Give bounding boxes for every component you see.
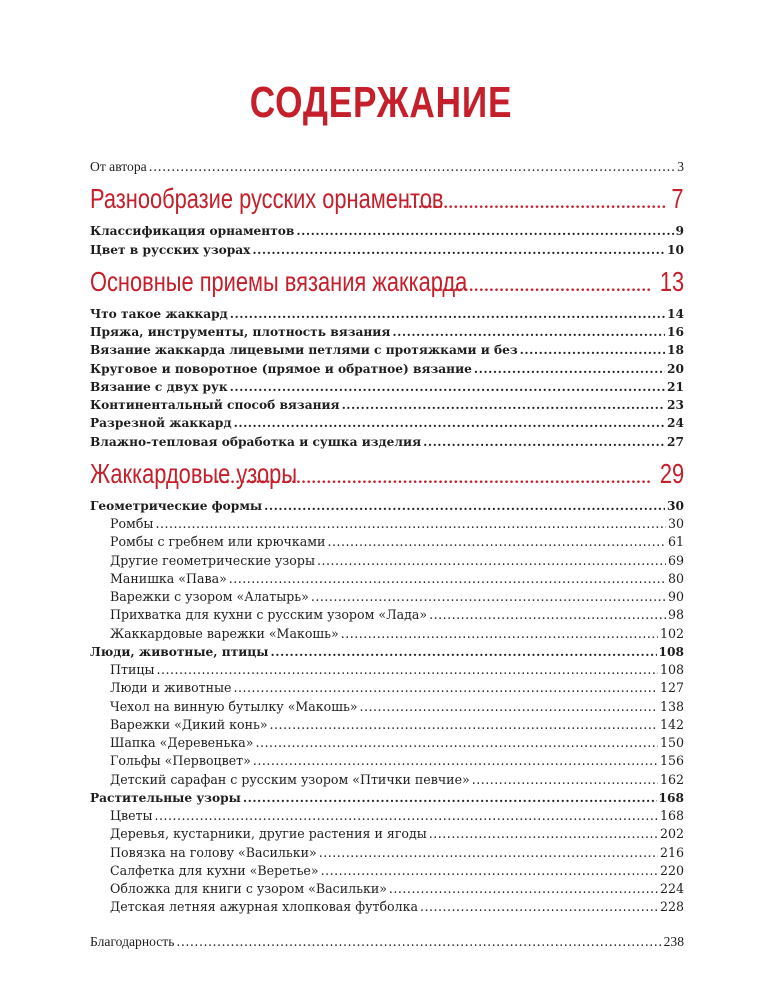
toc-entry-label: Детская летняя ажурная хлопковая футболка: [110, 899, 419, 915]
toc-item[interactable]: [90, 625, 684, 643]
toc-page-number: 224: [659, 881, 684, 896]
toc-entry-label: Растительные узоры: [90, 790, 241, 805]
toc-entry-label: Повязка на голову «Васильки»: [110, 844, 317, 860]
toc-item[interactable]: [90, 552, 684, 570]
toc-entry-acknowledgements[interactable]: [90, 933, 684, 951]
toc-entry-label: Деревья, кустарники, другие растения и ягоды: [110, 826, 427, 842]
toc-section[interactable]: [90, 360, 684, 378]
chapter-page-number: 29: [659, 457, 684, 489]
dot-leader: [253, 752, 658, 770]
dot-leader: [155, 807, 658, 825]
toc-page-number: 138: [659, 698, 684, 714]
page-title: СОДЕРЖАНИЕ: [249, 78, 513, 127]
toc-entry-label: Чехол на винную бутылку «Макошь»: [110, 698, 358, 714]
toc-page-number: 18: [667, 343, 684, 358]
chapter-heading[interactable]: [90, 451, 684, 497]
chapter-heading[interactable]: [90, 259, 684, 305]
dot-leader: [230, 378, 665, 396]
toc-entry-label: Люди, животные, птицы: [90, 644, 269, 659]
toc-page-number: 90: [667, 589, 684, 604]
toc-page-number: 220: [659, 862, 684, 878]
toc-page-number: 30: [667, 516, 684, 531]
toc-section[interactable]: [90, 378, 684, 396]
dot-leader: [319, 844, 658, 862]
toc-entry-label: Гольфы «Первоцвет»: [110, 753, 251, 769]
toc-entry-author[interactable]: [90, 158, 684, 176]
toc-entry-label: Варежки «Дикий конь»: [110, 716, 268, 732]
toc-item[interactable]: [90, 844, 684, 862]
dot-leader: [392, 323, 665, 341]
toc-entry-label: Другие геометрические узоры: [110, 552, 315, 568]
dot-leader: [270, 716, 658, 734]
toc-entry-label: Цвет в русских узорах: [90, 242, 251, 257]
toc-group[interactable]: [90, 789, 684, 807]
toc-page-number: 24: [667, 416, 684, 431]
toc-entry-label: Геометрические формы: [90, 498, 263, 513]
dot-leader: [423, 433, 665, 451]
toc-page-number: 10: [667, 242, 684, 257]
toc-entry-label: Птицы: [110, 662, 155, 677]
toc-page-number: 168: [658, 790, 684, 805]
toc-item[interactable]: [90, 570, 684, 588]
toc-page-number: 216: [659, 844, 684, 860]
dot-leader: [342, 396, 665, 414]
toc-entry-label: Влажно-тепловая обработка и сушка изделия: [90, 434, 422, 449]
toc-page-number: 9: [675, 224, 684, 239]
dot-leader: [389, 880, 658, 898]
dot-leader: [420, 898, 658, 916]
toc-page-number: 162: [659, 771, 684, 787]
toc-section[interactable]: [90, 341, 684, 359]
toc-page-number: 69: [667, 552, 684, 568]
toc-entry-label: Вязание с двух рук: [90, 379, 228, 394]
toc-section[interactable]: [90, 222, 684, 240]
toc-group[interactable]: [90, 497, 684, 515]
toc-entry-label: Ромбы с гребнем или крючками: [110, 534, 326, 550]
toc-page-number: 16: [667, 325, 684, 339]
toc-entry-label: От автора: [90, 159, 147, 174]
toc-entry-label: Жаккардовые варежки «Макошь»: [110, 625, 339, 641]
toc-entry-label: Ромбы: [110, 516, 154, 531]
toc-entry-label: Континентальный способ вязания: [90, 398, 340, 412]
toc-item[interactable]: [90, 898, 684, 916]
dot-leader: [520, 341, 665, 359]
dot-leader: [296, 222, 673, 240]
dot-leader: [229, 570, 666, 588]
toc-section[interactable]: [90, 414, 684, 432]
toc-item[interactable]: [90, 880, 684, 898]
dot-leader: [264, 497, 665, 515]
table-of-contents: [90, 158, 684, 951]
dot-leader: [255, 734, 658, 752]
dot-leader: [321, 862, 658, 880]
toc-page-number: 168: [659, 808, 684, 823]
toc-item[interactable]: [90, 533, 684, 551]
toc-entry-label: Пряжа, инструменты, плотность вязания: [90, 325, 391, 339]
toc-page-number: 127: [659, 680, 684, 696]
toc-item[interactable]: [90, 661, 684, 679]
toc-item[interactable]: [90, 606, 684, 624]
toc-entry-label: Классификация орнаментов: [90, 224, 295, 239]
dot-leader: [230, 305, 665, 323]
toc-entry-label: Вязание жаккарда лицевыми петлями с протяжками и без: [90, 343, 518, 358]
toc-entry-label: Обложка для книги с узором «Васильки»: [110, 881, 387, 896]
toc-section[interactable]: [90, 433, 684, 451]
toc-page-number: 202: [659, 826, 684, 842]
toc-item[interactable]: [90, 698, 684, 716]
toc-page-number: 30: [667, 498, 684, 513]
dot-leader: [234, 679, 658, 697]
toc-page-number: 80: [667, 570, 684, 586]
toc-entry-label: Салфетка для кухни «Веретье»: [110, 862, 319, 878]
dot-leader: [341, 625, 658, 643]
toc-page-number: 102: [659, 625, 684, 641]
toc-page-number: 23: [667, 398, 684, 412]
dot-leader: [234, 414, 665, 432]
dot-leader: [156, 661, 657, 679]
chapter-page-number: 7: [671, 183, 684, 215]
spacer: [90, 917, 684, 933]
dot-leader: [360, 698, 658, 716]
dot-leader: [311, 588, 666, 606]
toc-section[interactable]: [90, 241, 684, 259]
dot-leader: [176, 933, 661, 951]
toc-entry-label: Прихватка для кухни с русским узором «Лада»: [110, 607, 428, 623]
toc-item[interactable]: [90, 807, 684, 825]
dot-leader: [243, 789, 657, 807]
toc-item[interactable]: [90, 771, 684, 789]
toc-section[interactable]: [90, 323, 684, 341]
toc-item[interactable]: [90, 716, 684, 734]
toc-page-number: 238: [663, 933, 684, 949]
toc-entry-label: Люди и животные: [110, 680, 232, 696]
toc-page-number: 108: [658, 644, 684, 659]
toc-entry-label: Цветы: [110, 808, 153, 823]
toc-page-number: 3: [677, 159, 684, 174]
chapter-title: Основные приемы вязания жаккарда: [90, 265, 468, 297]
toc-entry-label: Варежки с узором «Алатырь»: [110, 589, 309, 604]
toc-entry-label: Круговое и поворотное (прямое и обратное) вязание: [90, 361, 472, 376]
toc-item[interactable]: [90, 752, 684, 770]
toc-page-number: 20: [667, 361, 684, 376]
toc-entry-label: Шапка «Деревенька»: [110, 735, 254, 750]
dot-leader: [252, 241, 665, 259]
toc-item[interactable]: [90, 588, 684, 606]
dot-leader: [149, 158, 676, 176]
toc-page-number: 27: [667, 434, 684, 449]
toc-item[interactable]: [90, 862, 684, 880]
dot-leader: [271, 643, 657, 661]
chapter-title: Жаккардовые узоры: [90, 457, 298, 489]
toc-section[interactable]: [90, 305, 684, 323]
toc-page-number: 228: [659, 899, 684, 915]
dot-leader: [474, 360, 665, 378]
chapter-heading[interactable]: [90, 176, 684, 222]
toc-page-number: 61: [667, 534, 684, 550]
toc-item[interactable]: [90, 679, 684, 697]
chapter-title: Разнообразие русских орнаментов: [90, 183, 444, 215]
toc-page-number: 14: [667, 306, 684, 321]
dot-leader: [472, 771, 658, 789]
dot-leader: [327, 533, 666, 551]
toc-group[interactable]: [90, 643, 684, 661]
toc-entry-label: Благодарность: [90, 933, 175, 949]
toc-page-number: 142: [659, 716, 684, 732]
chapter-page-number: 13: [659, 265, 684, 297]
toc-item[interactable]: [90, 734, 684, 752]
toc-entry-label: Что такое жаккард: [90, 306, 228, 321]
dot-leader: [317, 552, 666, 570]
toc-entry-label: Манишка «Пава»: [110, 570, 227, 586]
toc-item[interactable]: [90, 825, 684, 843]
toc-page-number: 21: [667, 379, 684, 394]
toc-item[interactable]: [90, 515, 684, 533]
dot-leader: [429, 606, 666, 624]
toc-page-number: 150: [659, 735, 684, 750]
toc-page-number: 156: [659, 753, 684, 769]
dot-leader: [155, 515, 666, 533]
dot-leader: [429, 825, 658, 843]
toc-page-number: 98: [667, 607, 684, 623]
toc-page-number: 108: [659, 662, 684, 677]
toc-entry-label: Детский сарафан с русским узором «Птички певчие»: [110, 771, 470, 787]
toc-section[interactable]: [90, 396, 684, 414]
toc-entry-label: Разрезной жаккард: [90, 416, 232, 431]
